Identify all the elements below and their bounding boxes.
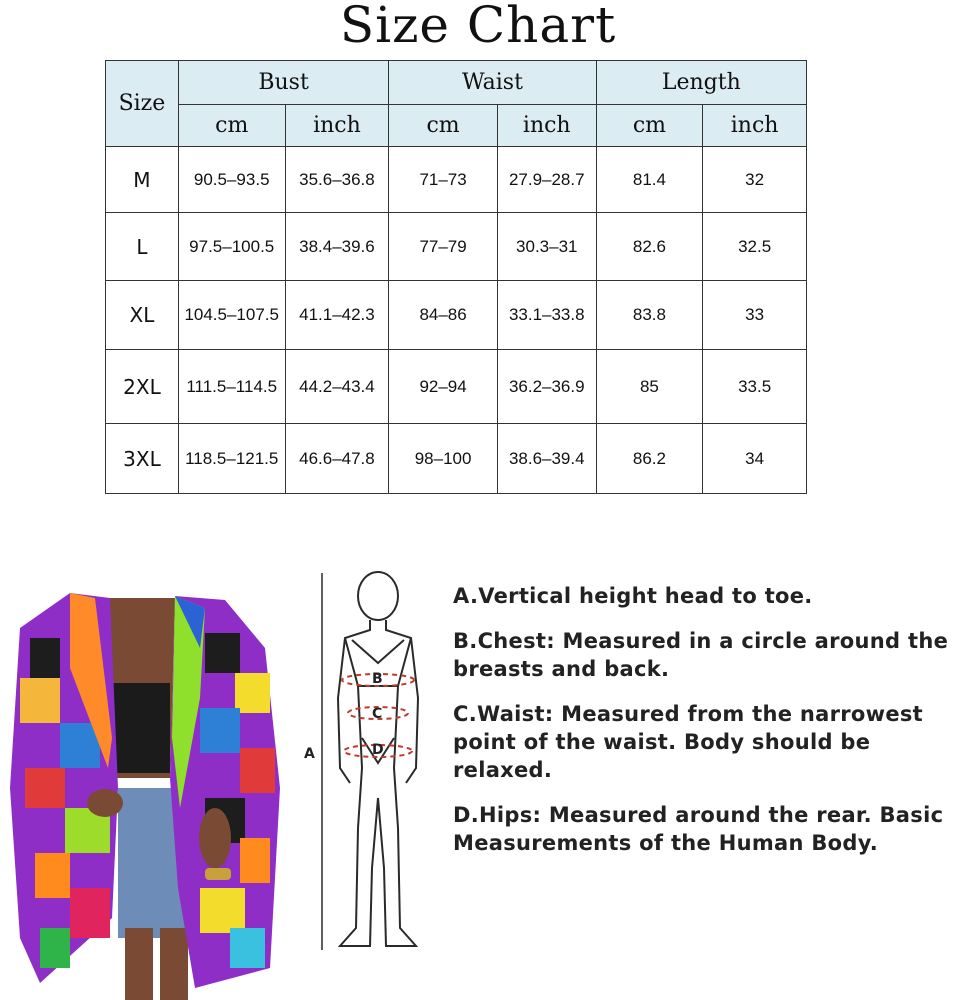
table-cell: 33 [703, 281, 807, 350]
product-photo [0, 588, 290, 1000]
unit-header: inch [497, 105, 596, 147]
table-row [106, 350, 807, 424]
page-title: Size Chart [339, 0, 617, 54]
size-cell: L [106, 213, 179, 281]
table-cell: 32.5 [703, 213, 807, 281]
length-header: Length [596, 61, 806, 105]
table-cell: 90.5–93.5 [178, 147, 285, 213]
table-row [106, 147, 807, 213]
size-header: Size [106, 61, 179, 147]
waist-header: Waist [389, 61, 596, 105]
note-waist: C.Waist: Measured from the narrowest point of the waist. Body should be relaxed. [453, 702, 924, 782]
note-hips: D.Hips: Measured around the rear. Basic Measurements of the Human Body. [453, 803, 944, 855]
table-cell: 27.9–28.7 [497, 147, 596, 213]
table-cell: 33.5 [703, 350, 807, 424]
table-cell: 71–73 [389, 147, 498, 213]
marker-c: C [372, 706, 383, 722]
table-cell: 44.2–43.4 [285, 350, 389, 424]
table-row [106, 424, 807, 494]
table-cell: 86.2 [596, 424, 703, 494]
body-measurement-diagram [300, 568, 450, 958]
note-height: A.Vertical height head to toe. [453, 584, 813, 608]
table-cell: 35.6–36.8 [285, 147, 389, 213]
size-chart-table [105, 60, 807, 494]
table-cell: 82.6 [596, 213, 703, 281]
table-cell: 84–86 [389, 281, 498, 350]
table-cell: 41.1–42.3 [285, 281, 389, 350]
table-cell: 32 [703, 147, 807, 213]
table-cell: 97.5–100.5 [178, 213, 285, 281]
table-cell: 81.4 [596, 147, 703, 213]
unit-header: cm [389, 105, 498, 147]
note-chest: B.Chest: Measured in a circle around the breasts and back. [453, 629, 949, 681]
marker-b: B [372, 671, 383, 687]
table-cell: 30.3–31 [497, 213, 596, 281]
size-cell: XL [106, 281, 179, 350]
marker-d: D [372, 742, 384, 758]
table-cell: 118.5–121.5 [178, 424, 285, 494]
table-cell: 36.2–36.9 [497, 350, 596, 424]
table-cell: 85 [596, 350, 703, 424]
measurement-notes [453, 582, 953, 874]
size-cell: 3XL [106, 424, 179, 494]
table-cell: 38.4–39.6 [285, 213, 389, 281]
table-cell: 38.6–39.4 [497, 424, 596, 494]
table-cell: 104.5–107.5 [178, 281, 285, 350]
table-cell: 111.5–114.5 [178, 350, 285, 424]
table-cell: 92–94 [389, 350, 498, 424]
unit-header: cm [178, 105, 285, 147]
table-cell: 83.8 [596, 281, 703, 350]
unit-header: cm [596, 105, 703, 147]
table-cell: 77–79 [389, 213, 498, 281]
bust-header: Bust [178, 61, 388, 105]
table-cell: 33.1–33.8 [497, 281, 596, 350]
table-row [106, 213, 807, 281]
table-cell: 46.6–47.8 [285, 424, 389, 494]
table-cell: 34 [703, 424, 807, 494]
marker-a: A [304, 746, 315, 762]
table-row [106, 281, 807, 350]
size-cell: M [106, 147, 179, 213]
unit-header: inch [703, 105, 807, 147]
table-cell: 98–100 [389, 424, 498, 494]
size-cell: 2XL [106, 350, 179, 424]
unit-header: inch [285, 105, 389, 147]
